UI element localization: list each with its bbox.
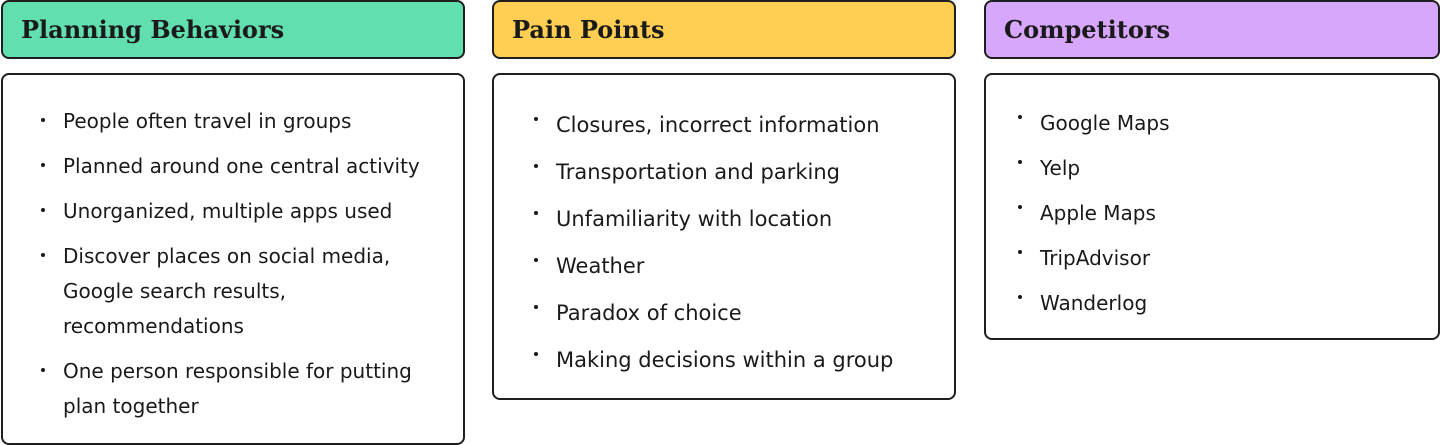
column-pain-points bbox=[492, 0, 956, 372]
list-item: Unorganized, multiple apps used bbox=[41, 194, 421, 229]
list-item: One person responsible for putting plan together bbox=[41, 354, 421, 424]
list-item: Google Maps bbox=[1018, 101, 1438, 146]
list-item: Wanderlog bbox=[1018, 281, 1438, 326]
column-header bbox=[984, 0, 1440, 59]
column-title: Planning Behaviors bbox=[21, 15, 285, 44]
column-competitors bbox=[984, 0, 1440, 315]
list-item: Paradox of choice bbox=[534, 290, 954, 337]
list-item: Planned around one central activity bbox=[41, 149, 421, 184]
column-header bbox=[492, 0, 956, 59]
column-card bbox=[492, 73, 956, 400]
column-title: Competitors bbox=[1004, 15, 1171, 44]
column-card bbox=[1, 73, 465, 445]
bullet-list bbox=[534, 102, 954, 384]
list-item: Unfamiliarity with location bbox=[534, 196, 954, 243]
column-card bbox=[984, 73, 1440, 340]
list-item: Weather bbox=[534, 243, 954, 290]
list-item: Discover places on social media, Google search results, recommendations bbox=[41, 239, 421, 344]
list-item: Transportation and parking bbox=[534, 149, 954, 196]
list-item: People often travel in groups bbox=[41, 104, 421, 139]
column-header bbox=[1, 0, 465, 59]
list-item: Closures, incorrect information bbox=[534, 102, 954, 149]
list-item: Making decisions within a group bbox=[534, 337, 954, 384]
list-item: Yelp bbox=[1018, 146, 1438, 191]
list-item: TripAdvisor bbox=[1018, 236, 1438, 281]
column-title: Pain Points bbox=[512, 15, 665, 44]
list-item: Apple Maps bbox=[1018, 191, 1438, 236]
column-planning-behaviors bbox=[1, 0, 465, 418]
bullet-list bbox=[41, 104, 421, 424]
bullet-list bbox=[1018, 101, 1438, 326]
